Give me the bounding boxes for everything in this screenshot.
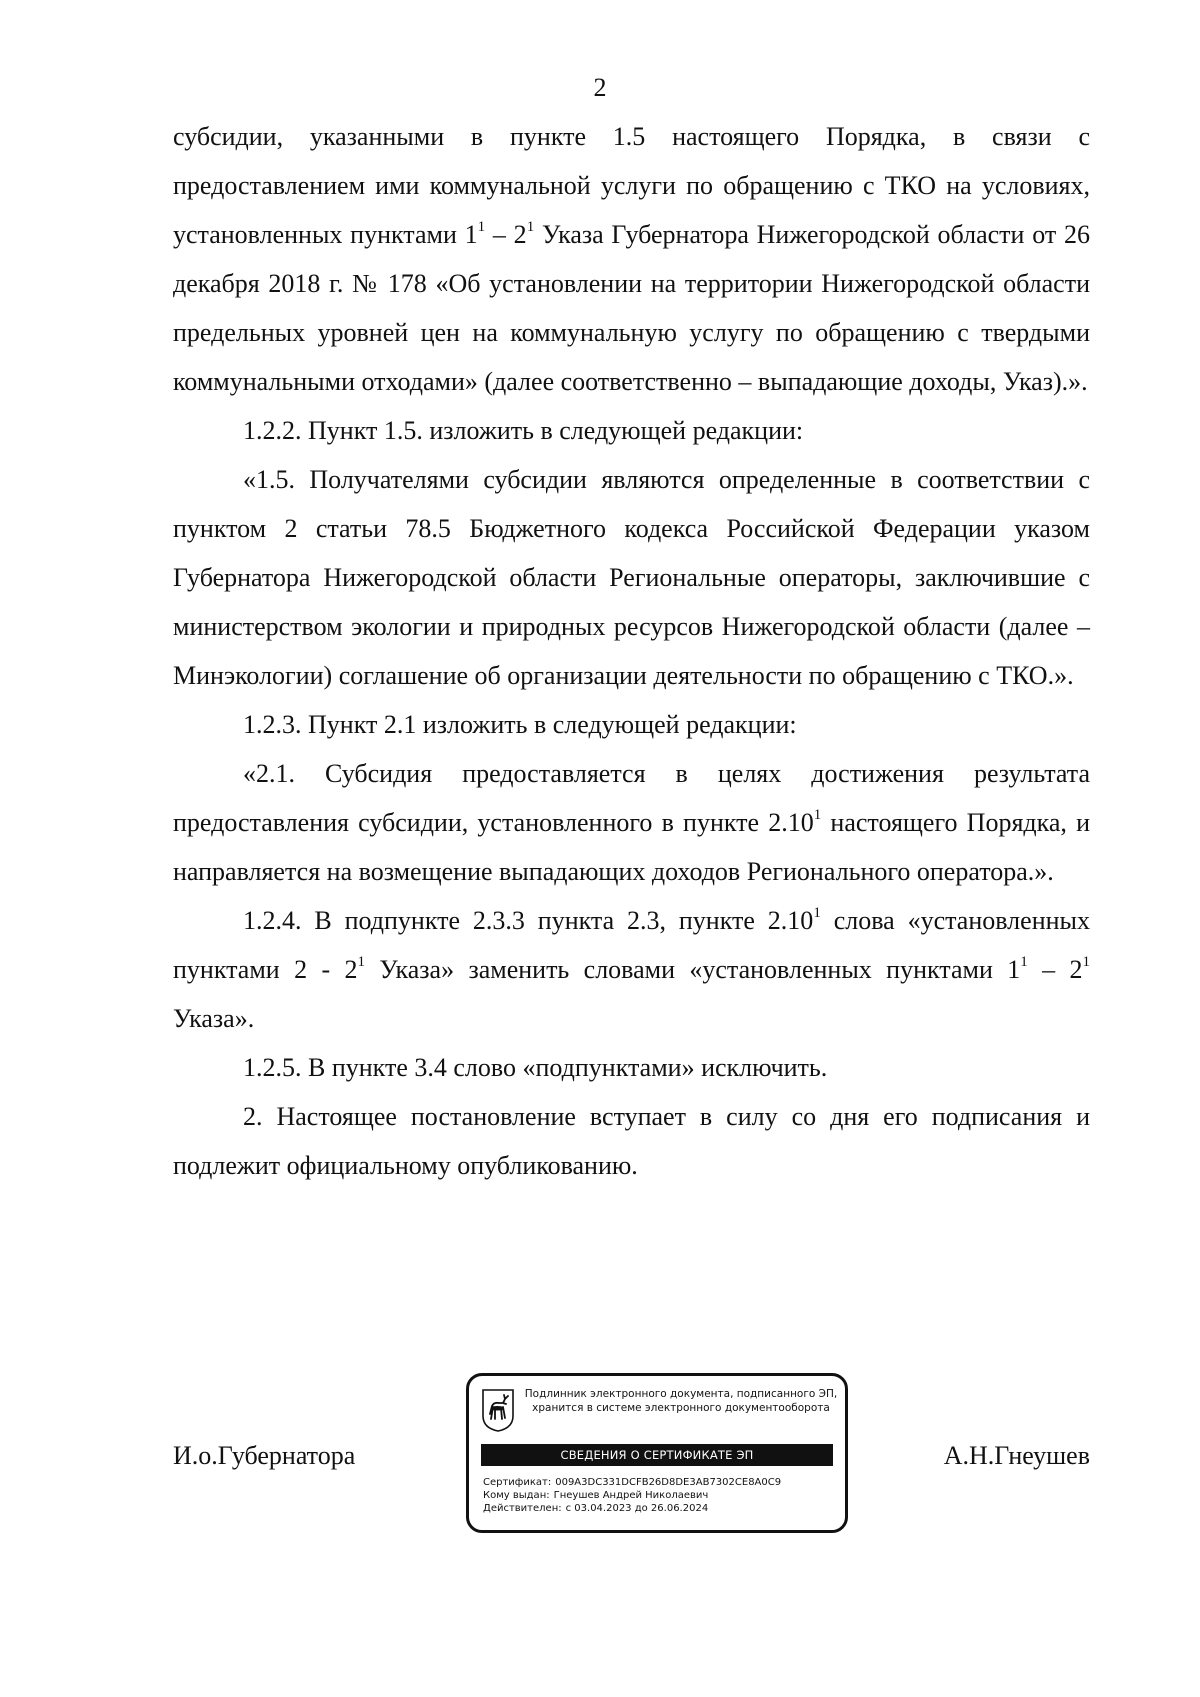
document-body [173,112,1090,1190]
paragraph-2-effect: 2. Настоящее постановление вступает в силу со дня его подписания и подлежит официальному опубликованию. [173,1102,1090,1180]
page-number: 2 [593,73,607,102]
paragraph-1-5-quote: «1.5. Получателями субсидии являются определенные в соответствии с пунктом 2 статьи 78.5 Бюджетного кодекса Российской Федерации указом Губернатора Нижегородской области Региональные операторы, заключившие с министерством экологии и природных ресурсов Нижегородской области (далее – Минэкологии) соглашение об организации деятельности по обращению с ТКО.». [173,465,1090,690]
paragraph-2-1-quote: «2.1. Субсидия предоставляется в целях достижения результата предоставления субсидии, установленного в пункте 2.10$^1$ настоящего Порядка, и направляется на возмещение выпадающих доходов Регионального оператора.». [173,759,1090,886]
stamp-certificate-heading: СВЕДЕНИЯ О СЕРТИФИКАТЕ ЭП [481,1444,833,1466]
certificate-id-row: Сертификат: 009A3DC331DCFB26D8DE3AB7302CE8A0C9 [483,1477,782,1488]
paragraph-1-2-5: 1.2.5. В пункте 3.4 слово «подпунктами» исключить. [243,1053,828,1082]
signatory-name: А.Н.Гнеушев [943,1441,1090,1470]
signatory-title: И.о.Губернатора [173,1441,356,1470]
stamp-header: Подлинник электронного документа, подписанного ЭП, хранится в системе электронного документооборота [524,1388,838,1414]
certificate-validity-row: Действителен: с 03.04.2023 до 26.06.2024 [483,1503,709,1514]
coat-of-arms-deer-icon [481,1388,515,1432]
stamp-certificate-details [483,1476,781,1515]
paragraph-1-2-3: 1.2.3. Пункт 2.1 изложить в следующей редакции: [243,710,797,739]
certificate-owner-row: Кому выдан: Гнеушев Андрей Николаевич [483,1490,709,1501]
paragraph-1-2-2: 1.2.2. Пункт 1.5. изложить в следующей редакции: [243,416,804,445]
electronic-signature-stamp [466,1373,848,1533]
paragraph-1: субсидии, указанными в пункте 1.5 настоящего Порядка, в связи с предоставлением ими коммунальной услуги по обращению с ТКО на условиях, установленных пунктами $1^1 - 2^1$ Указа Губернатора Нижегородской области от 26 декабря 2018 г. № 178 «Об установлении на территории Нижегородской области предельных уровней цен на коммунальную услугу по обращению с твердыми коммунальными отходами» (далее соответственно – выпадающие доходы, Указ).». [173,122,1090,396]
paragraph-1-2-4: 1.2.4. В подпункте 2.3.3 пункта 2.3, пункте 2.10$^1$ слова «установленных пунктами $2 - 2^1$ Указа» заменить словами «установленных пунктами $1^1 - 2^1$ Указа». [173,905,1091,1033]
